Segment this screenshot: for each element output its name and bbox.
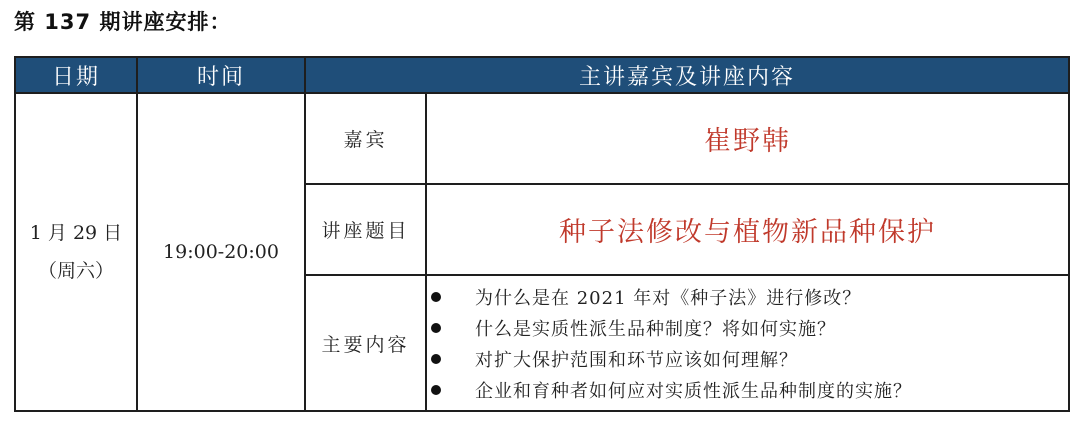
header-time: 时间 <box>137 57 305 93</box>
content-cell <box>426 275 1069 411</box>
lecture-title: 种子法修改与植物新品种保护 <box>426 184 1069 275</box>
list-item-text: 企业和育种者如何应对实质性派生品种制度的实施？ <box>475 380 912 402</box>
date-text: 1 月 29 日 <box>29 222 123 244</box>
page-heading: 第 137 期讲座安排： <box>14 10 232 34</box>
time-cell <box>137 93 305 411</box>
list-item-text: 什么是实质性派生品种制度？将如何实施？ <box>475 318 836 340</box>
header-speaker-and-content: 主讲嘉宾及讲座内容 <box>305 57 1069 93</box>
list-item <box>427 374 1068 405</box>
label-main-content: 主要内容 <box>305 275 426 411</box>
bullet-icon <box>431 323 441 333</box>
bullet-icon <box>431 292 441 302</box>
bullet-icon <box>431 354 441 364</box>
content-list <box>427 281 1068 405</box>
list-item <box>427 343 1068 374</box>
list-item <box>427 281 1068 312</box>
header-date: 日期 <box>15 57 137 93</box>
table-header-row <box>15 57 1069 93</box>
list-item-text: 为什么是在 2021 年对《种子法》进行修改？ <box>475 287 862 309</box>
date-cell <box>15 93 137 411</box>
label-speaker: 嘉宾 <box>305 93 426 184</box>
list-item-text: 对扩大保护范围和环节应该如何理解？ <box>475 349 798 371</box>
label-lecture-title: 讲座题目 <box>305 184 426 275</box>
bullet-icon <box>431 385 441 395</box>
table-row-speaker <box>15 93 1069 184</box>
time-text: 19:00-20:00 <box>163 241 279 263</box>
speaker-name: 崔野韩 <box>426 93 1069 184</box>
list-item <box>427 312 1068 343</box>
weekday-text: （周六） <box>37 260 114 282</box>
lecture-schedule-table <box>14 56 1070 412</box>
